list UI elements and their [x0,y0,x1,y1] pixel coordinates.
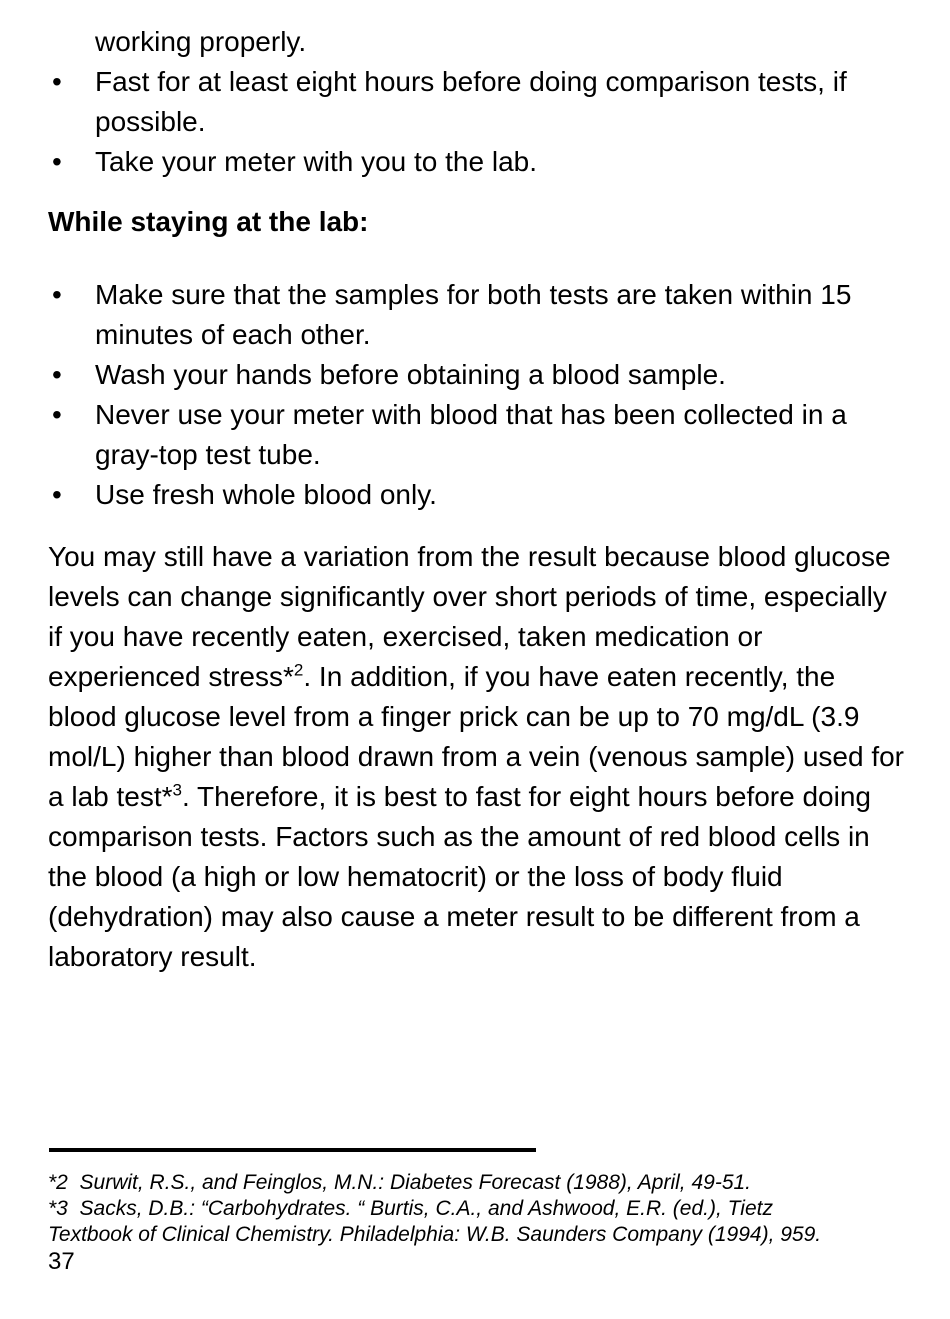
list-item-text: Make sure that the samples for both tests are taken within 15 minutes of each other. [95,279,852,350]
list-item-text: Fast for at least eight hours before doing comparison tests, if possible. [95,66,847,137]
footnote-line: Textbook of Clinical Chemistry. Philadelphia: W.B. Saunders Company (1994), 959. [48,1223,822,1246]
bullet-icon: • [52,359,62,390]
bullet-icon: • [52,399,62,430]
paragraph-line: You may still have a variation from the result because blood glucose [48,541,891,572]
footnote-separator-rule [49,1148,536,1152]
paragraph-line: blood glucose level from a finger prick can be up to 70 mg/dL (3.9 [48,701,860,732]
paragraph-text: . In addition, if you have eaten recently, the [303,661,836,692]
list-item [48,62,905,142]
list-item [48,142,905,182]
bullet-icon: • [52,479,62,510]
paragraph-line: laboratory result. [48,941,257,972]
paragraph-line: mol/L) higher than blood drawn from a vein (venous sample) used for [48,741,904,772]
footnote-line: *2 Surwit, R.S., and Feinglos, M.N.: Diabetes Forecast (1988), April, 49-51. [48,1171,752,1194]
paragraph-line: comparison tests. Factors such as the amount of red blood cells in [48,821,870,852]
page-number: 37 [48,1248,75,1275]
bullet-icon: • [52,279,62,310]
list-item-continuation [48,22,905,62]
footnote-ref-3: 3 [172,780,182,800]
paragraph-text: experienced stress* [48,661,294,692]
paragraph-text: a lab test* [48,781,173,812]
list-item-text: Wash your hands before obtaining a blood sample. [95,359,726,390]
paragraph-line: levels can change significantly over short periods of time, especially [48,581,887,612]
list-item-text: Use fresh whole blood only. [95,479,437,510]
list-item-text: working properly. [95,26,307,57]
list-item [48,275,905,355]
bullet-icon: • [52,66,62,97]
list-item-text: Take your meter with you to the lab. [95,146,537,177]
footnote-ref-2: 2 [293,660,304,680]
pre-lab-checklist [48,22,905,182]
paragraph-line-with-footnote-ref [48,657,905,697]
paragraph-line-with-footnote-ref [48,777,905,817]
list-item [48,355,905,395]
paragraph-line: if you have recently eaten, exercised, taken medication or [48,621,763,652]
paragraph-line: (dehydration) may also cause a meter result to be different from a [48,901,860,932]
list-item-text: Never use your meter with blood that has been collected in a gray-top test tube. [95,399,847,470]
paragraph-text: . Therefore, it is best to fast for eight hours before doing [182,781,871,812]
footnotes-block [48,1170,905,1276]
footnote-line: *3 Sacks, D.B.: “Carbohydrates. “ Burtis, C.A., and Ashwood, E.R. (ed.), Tietz [48,1197,773,1220]
list-item [48,395,905,475]
paragraph-line: the blood (a high or low hematocrit) or the loss of body fluid [48,861,783,892]
body-paragraph [48,537,905,977]
bullet-icon: • [52,146,62,177]
at-lab-checklist [48,275,905,515]
list-item [48,475,905,515]
section-heading: While staying at the lab: [48,206,369,237]
